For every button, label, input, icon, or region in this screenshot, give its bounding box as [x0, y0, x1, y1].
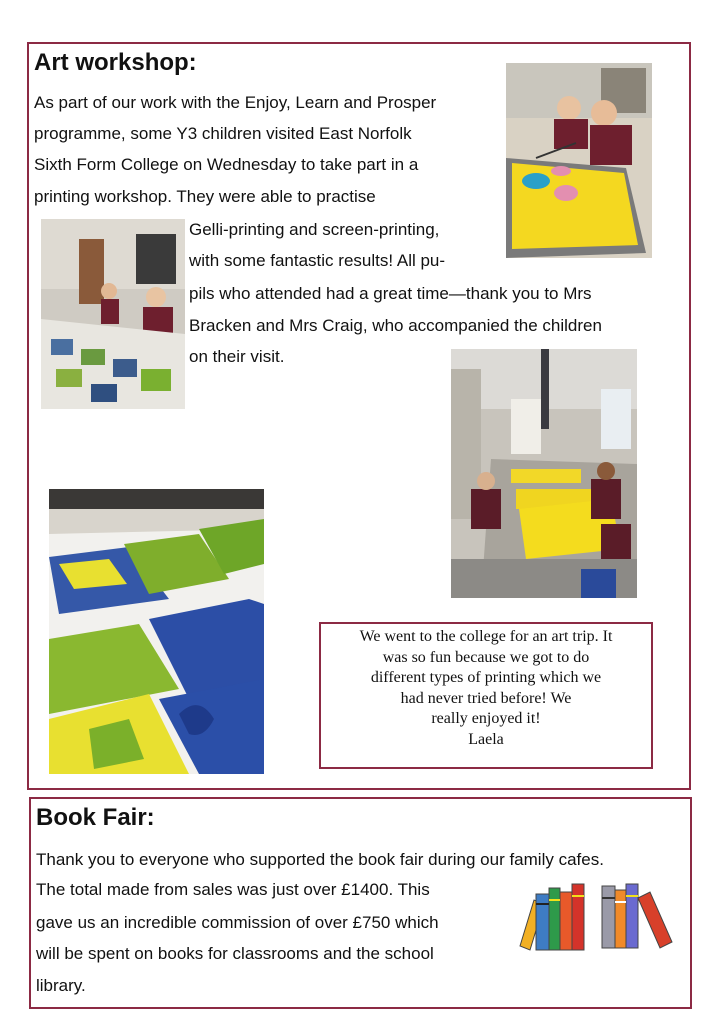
book-text-line-5: library. — [36, 976, 86, 995]
book-text-line-3: gave us an incredible commission of over £750 which — [36, 913, 439, 932]
quote-line-3: different types of printing which we — [370, 669, 602, 686]
art-text-line-4: printing workshop. They were able to practise — [34, 187, 376, 206]
art-text-line-8: Bracken and Mrs Craig, who accompanied the children — [189, 316, 602, 335]
art-text-line-1: As part of our work with the Enjoy, Learn and Prosper — [34, 93, 437, 112]
screen-printing-photo — [506, 63, 652, 258]
books-icon — [518, 880, 674, 952]
classroom-prints-photo — [41, 219, 185, 409]
quote-line-4: had never tried before! We — [400, 689, 572, 707]
book-text-line-4: will be spent on books for classrooms and the school — [36, 944, 434, 963]
book-text-line-1: Thank you to everyone who supported the book fair during our family cafes. — [36, 850, 604, 869]
art-text-line-6: with some fantastic results! All pu- — [189, 251, 446, 270]
quote-line-2: was so fun because we got to do — [382, 648, 590, 666]
art-text-line-2: programme, some Y3 children visited East Norfolk — [34, 124, 412, 143]
quote-line-5: really enjoyed it! — [431, 710, 541, 727]
workshop-room-photo — [451, 349, 637, 598]
art-workshop-title: Art workshop: — [34, 49, 197, 76]
art-text-line-9: on their visit. — [189, 347, 285, 366]
quote-line-1: We went to the college for an art trip. It — [359, 628, 613, 645]
book-text-line-2: The total made from sales was just over £1400. This — [36, 880, 430, 899]
art-text-line-3: Sixth Form College on Wednesday to take part in a — [34, 155, 419, 174]
quote-author: Laela — [468, 730, 504, 748]
book-fair-title: Book Fair: — [36, 804, 155, 831]
prints-table-photo — [49, 489, 264, 774]
art-text-line-5: Gelli-printing and screen-printing, — [189, 220, 440, 239]
pupil-quote-box — [319, 622, 653, 769]
art-text-line-7: pils who attended had a great time—thank you to Mrs — [189, 284, 592, 303]
